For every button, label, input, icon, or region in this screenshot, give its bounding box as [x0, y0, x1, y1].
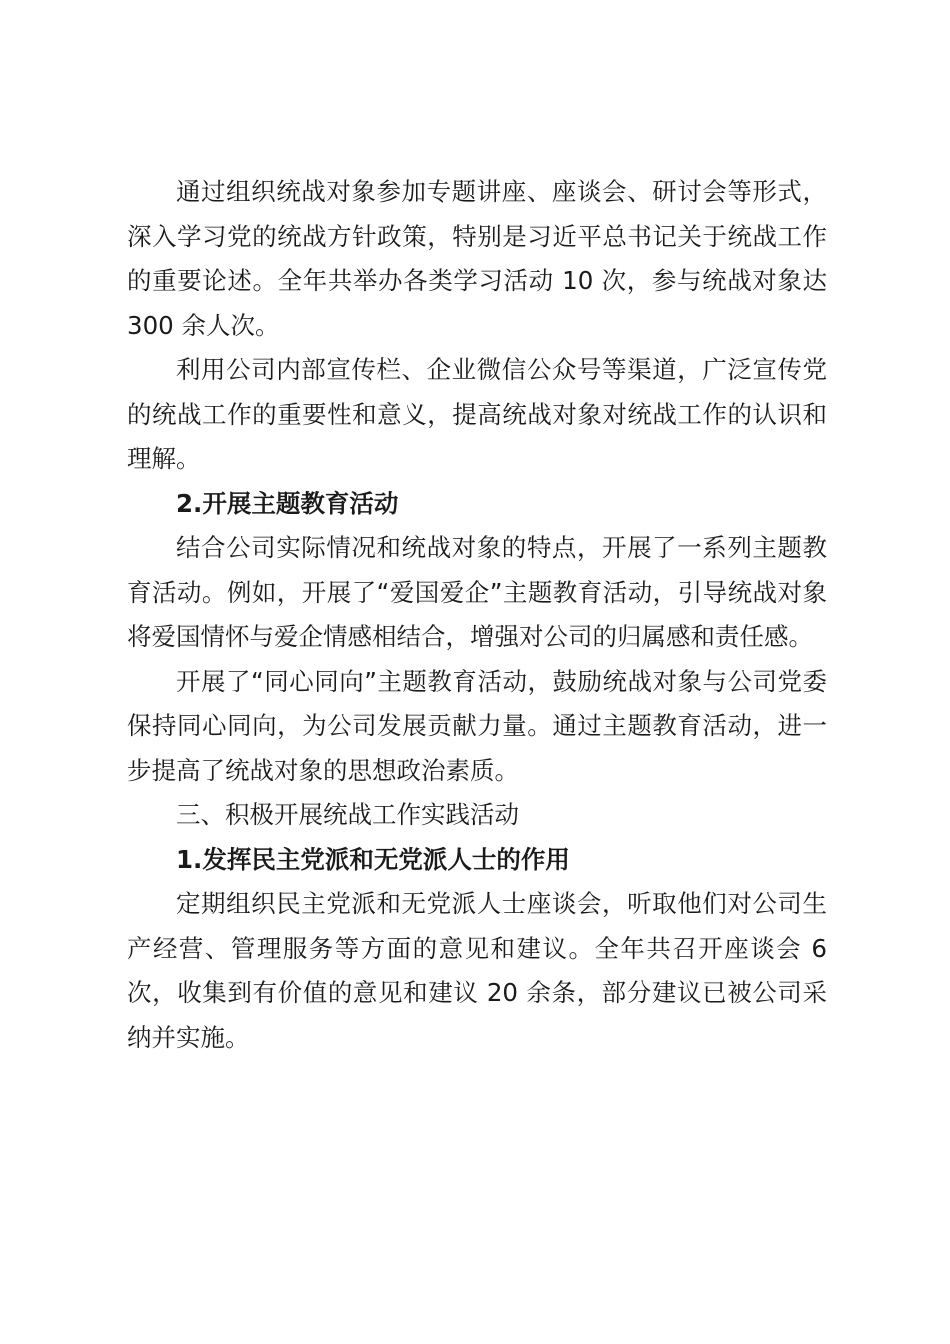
body-paragraph: 定期组织民主党派和无党派人士座谈会，听取他们对公司生产经营、管理服务等方面的意见和建议。全年共召开座谈会 6 次，收集到有价值的意见和建议 20 余条，部分建议已被公司采纳并实施。 [127, 889, 827, 1052]
section-heading: 三、积极开展统战工作实践活动 [176, 800, 519, 829]
body-paragraph: 利用公司内部宣传栏、企业微信公众号等渠道，广泛宣传党的统战工作的重要性和意义，提高统战对象对统战工作的认识和理解。 [127, 355, 827, 473]
body-paragraph: 开展了“同心同向”主题教育活动，鼓励统战对象与公司党委保持同心同向，为公司发展贡献力量。通过主题教育活动，进一步提高了统战对象的思想政治素质。 [127, 666, 827, 785]
subsection-heading: 2.开展主题教育活动 [176, 488, 399, 518]
document-body [127, 170, 827, 1060]
body-paragraph: 通过组织统战对象参加专题讲座、座谈会、研讨会等形式，深入学习党的统战方针政策，特别是习近平总书记关于统战工作的重要论述。全年共举办各类学习活动 10 次，参与统战对象达 300 余人次。 [127, 177, 827, 340]
subsection-heading: 1.发挥民主党派和无党派人士的作用 [176, 844, 570, 874]
body-paragraph: 结合公司实际情况和统战对象的特点，开展了一系列主题教育活动。例如，开展了“爱国爱企”主题教育活动，引导统战对象将爱国情怀与爱企情感相结合，增强对公司的归属感和责任感。 [127, 533, 827, 651]
